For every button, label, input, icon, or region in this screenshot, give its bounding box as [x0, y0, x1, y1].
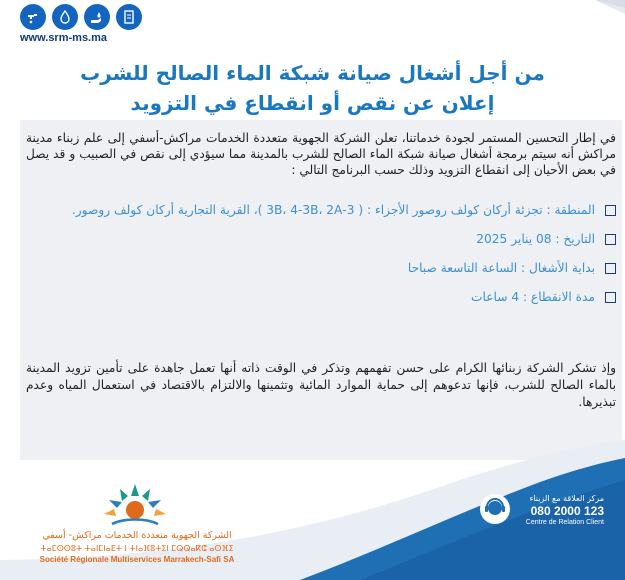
list-item — [31, 231, 616, 248]
checkbox-bullet-icon — [605, 292, 616, 303]
company-logo — [22, 480, 262, 575]
logo-arabic-name: الشركة الجهوية متعددة الخدمات مراكش- أسفي — [42, 530, 232, 541]
announcement-box — [20, 120, 622, 460]
item-date: التاريخ : 08 يناير 2025 — [476, 232, 595, 246]
item-start: بداية الأشغال : الساعة التاسعة صباحا — [407, 261, 595, 275]
checkbox-bullet-icon — [605, 205, 616, 216]
page-title — [0, 58, 625, 118]
list-item — [31, 260, 616, 277]
title-line-2: إعلان عن نقص أو انقطاع في التزويد — [130, 91, 495, 115]
contact-center-french: Centre de Relation Client — [525, 519, 604, 526]
schedule-list — [31, 202, 616, 318]
hand-water-icon — [84, 4, 110, 30]
water-network-icon — [52, 4, 78, 30]
corner-decoration — [535, 0, 625, 40]
title-line-1: من أجل أشغال صيانة شبكة الماء الصالح للشرب — [80, 61, 545, 85]
water-tap-icon — [20, 4, 46, 30]
customer-service-icon — [480, 494, 510, 524]
list-item — [31, 202, 616, 219]
checkbox-bullet-icon — [605, 234, 616, 245]
contact-center-arabic: مركز العلاقة مع الزبناء — [529, 494, 604, 503]
logo-tifinagh-name: ⵜⴰⵎⵙⵙⵓⵜ ⵜⴰⵏⵎⵏⴰⴹⵜ ⵏ ⵜⵏⴰⴼⵓⵜⵉⵏ ⵎⵕⵕⴰⴽⵛ ⴰⵙⴼⵉ — [40, 544, 234, 553]
closing-paragraph: وإذ تشكر الشركة زبنائها الكرام على حسن تفهمهم وتذكر في الوقت ذاته أنها تعمل جاهدة على تأمين تزويد المدينة بالماء الصالح للشرب، فإنها تدعوهم إلى حماية الموارد المائية وتثمينها والالتزام بالاقتصاد في استعمال المياه وعدم تبذيرها. — [26, 361, 616, 409]
list-item — [31, 289, 616, 306]
customer-contact[interactable] — [480, 494, 604, 534]
header-icons — [20, 4, 142, 30]
item-duration: مدة الانقطاع : 4 ساعات — [471, 290, 595, 304]
item-zone: المنطقة : تجزئة أركان كولف روصور الأجزاء : ( 3-3B، 4-3B، 2A )، القرية التجارية أركان كولف روصور. — [71, 203, 595, 217]
contact-phone-number[interactable]: 080 2000 123 — [530, 504, 604, 518]
bill-icon — [116, 4, 142, 30]
intro-paragraph: في إطار التحسين المستمر لجودة خدماتنا، تعلن الشركة الجهوية متعددة الخدمات مراكش-أسفي إلى علم زبناء مدينة مراكش أنه سيتم برمجة أشغال صيانة شبكة الماء الصالح للشرب بالمدينة مما سيؤدي إلى نقص في الصبيب و قد يصل في بعض الأحيان إلى انقطاع التزويد وذلك حسب البرنامج التالي : — [26, 131, 616, 177]
checkbox-bullet-icon — [605, 263, 616, 274]
site-url[interactable]: www.srm-ms.ma — [20, 32, 108, 44]
logo-french-name: Société Régionale Multiservices Marrakech-Safi SA — [39, 555, 235, 564]
company-logo-mark-icon — [100, 480, 170, 528]
